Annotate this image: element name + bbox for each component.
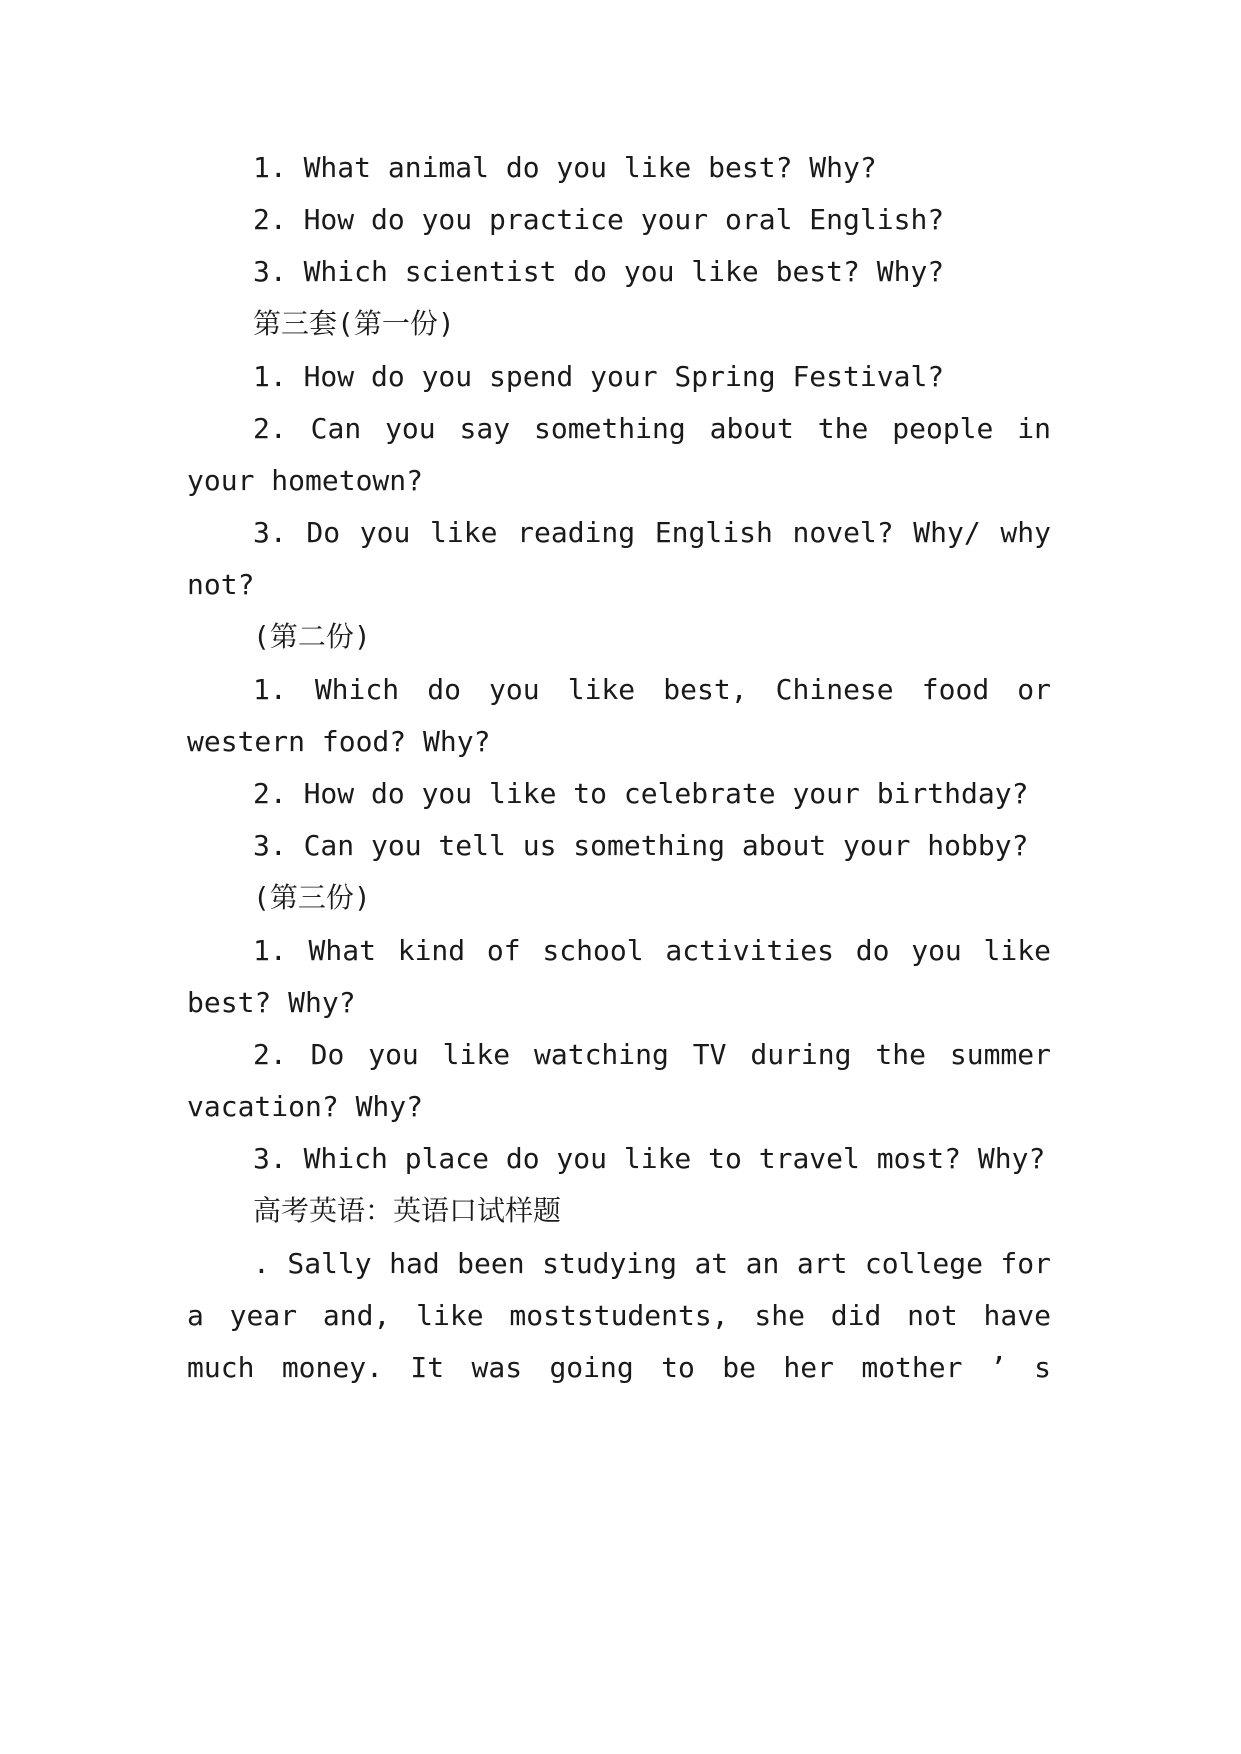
section-heading: (第三份) [253, 881, 371, 914]
question-line: 1. What kind of school activities do you like [253, 934, 1051, 967]
section-heading: 第三套(第一份) [253, 307, 455, 340]
question-continuation: not? [187, 568, 255, 601]
paragraph-line: much money. It was going to be her mother ’ s [187, 1351, 1051, 1384]
paragraph-line: a year and, like moststudents, she did not have [187, 1299, 1051, 1332]
question-line: 2. Can you say something about the people in [253, 412, 1051, 445]
question-line: 1. Which do you like best, Chinese food or [253, 673, 1051, 706]
question-continuation: vacation? Why? [187, 1090, 424, 1123]
question-line: 3. Can you tell us something about your hobby? [253, 829, 1029, 862]
question-continuation: western food? Why? [187, 725, 491, 758]
question-continuation: your hometown? [187, 464, 424, 497]
question-line: 3. Which scientist do you like best? Why? [253, 255, 945, 288]
section-heading: 高考英语：英语口试样题 [253, 1194, 562, 1227]
question-line: 2. How do you practice your oral English? [253, 203, 945, 236]
question-line: 3. Which place do you like to travel most? Why? [253, 1142, 1046, 1175]
section-heading: (第二份) [253, 620, 371, 653]
paragraph-line: . Sally had been studying at an art college for [253, 1247, 1051, 1280]
question-line: 1. How do you spend your Spring Festival? [253, 360, 945, 393]
question-continuation: best? Why? [187, 986, 356, 1019]
question-line: 2. Do you like watching TV during the summer [253, 1038, 1051, 1071]
question-line: 1. What animal do you like best? Why? [253, 151, 877, 184]
question-line: 2. How do you like to celebrate your birthday? [253, 777, 1029, 810]
question-line: 3. Do you like reading English novel? Why/ why [253, 516, 1051, 549]
